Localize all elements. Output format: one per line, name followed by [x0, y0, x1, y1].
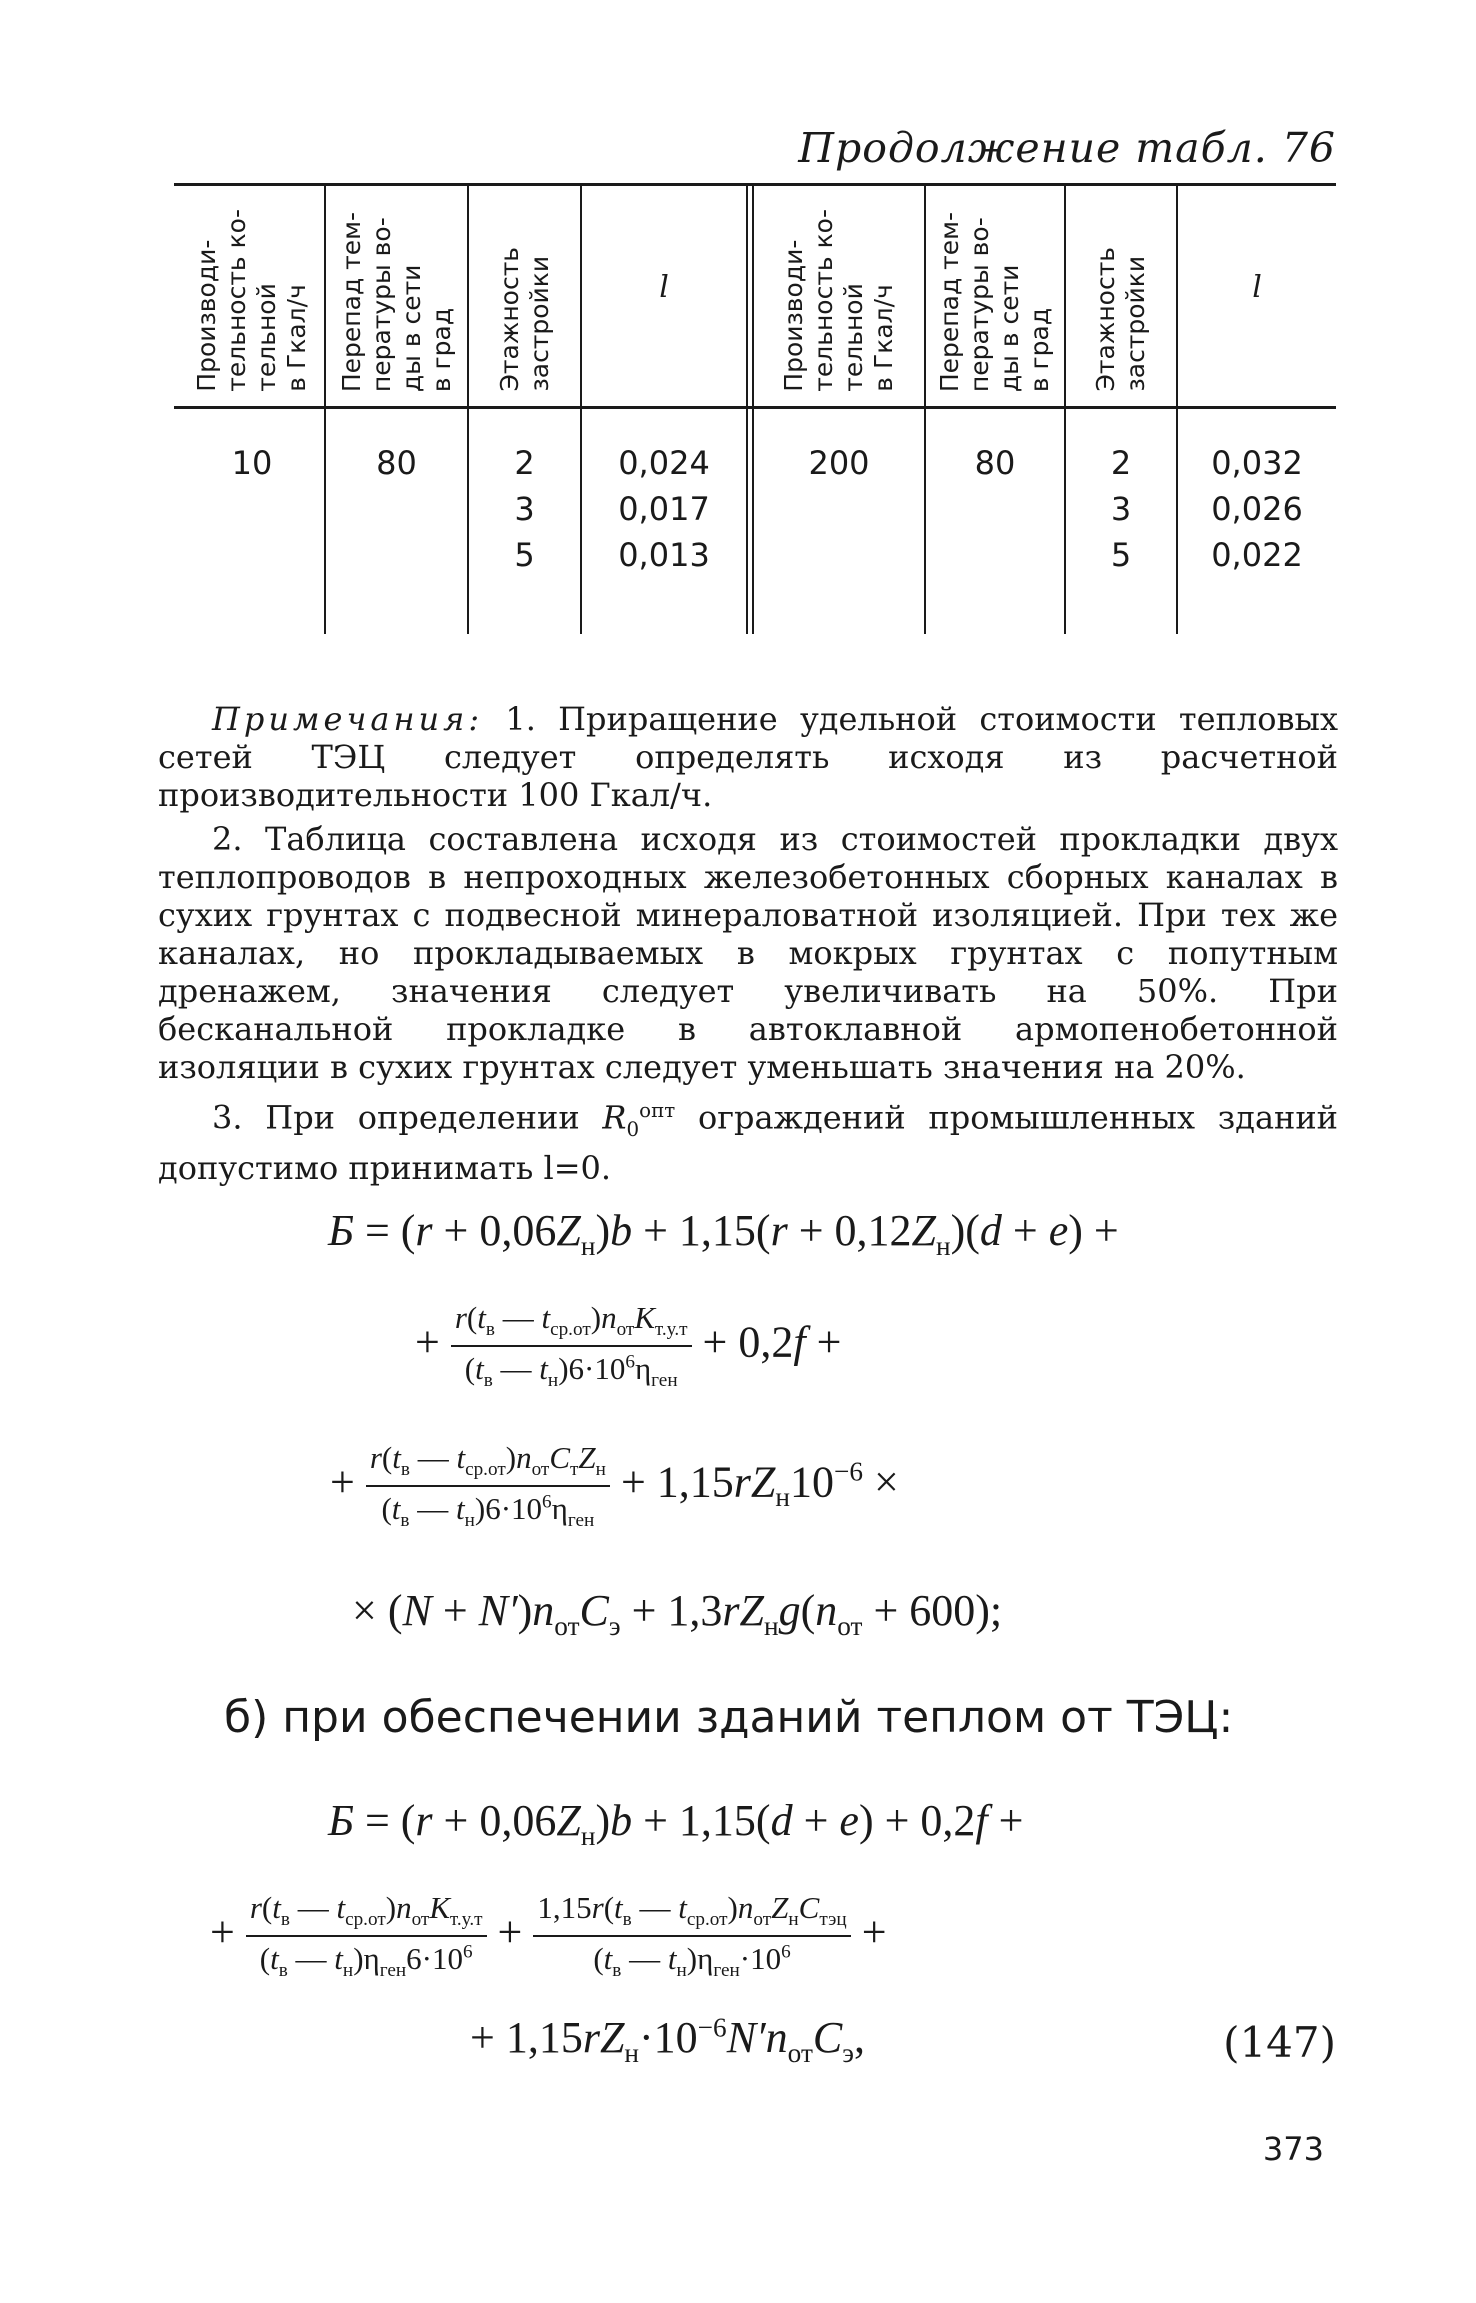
- cell-l: 0,022: [1211, 536, 1303, 574]
- header-temp-delta: Перепад тем- пературы во- ды в сети в град: [935, 211, 1054, 392]
- cell-capacity: 200: [808, 444, 870, 482]
- formula-fraction: $\frac{r(t_в — t_{ср.от})n_{от}C_тZ_н}{(t_в — t_н)6\cdot 10^6\eta_{ген}}$: [366, 1440, 610, 1532]
- formula-line-2: + $\frac{r(t_в — t_{ср.от})n_{от}К_{т.у.т}}{(t_в — t_н)6\cdot 10^6\eta_{ген}}$ + 0,2f +: [415, 1300, 842, 1392]
- cell-floors: 2: [514, 444, 535, 482]
- header-floors: Этажность застройки: [1091, 247, 1150, 392]
- notes-label: Примечания:: [212, 700, 484, 738]
- header-floors: Этажность застройки: [494, 247, 554, 392]
- cell-l: 0,024: [618, 444, 710, 482]
- formula-fraction: $\frac{r(t_в — t_{ср.от})n_{от}К_{т.у.т}}{(t_в — t_н)\eta_{ген}6\cdot 10^6}$: [246, 1890, 487, 1982]
- equation-number: (147): [1223, 2018, 1336, 2067]
- header-temp-delta: Перепад тем- пературы во- ды в сети в град: [336, 211, 456, 392]
- cell-l: 0,013: [618, 536, 710, 574]
- cell-floors: 5: [514, 536, 535, 574]
- formula-fraction: $\frac{1,15r(t_в — t_{ср.от})n_{от}Z_нC_{тэц}}{(t_в — t_н)\eta_{ген}\cdot 10^6}$: [533, 1890, 850, 1982]
- formula-line-3: + $\frac{r(t_в — t_{ср.от})n_{от}C_тZ_н}{(t_в — t_н)6\cdot 10^6\eta_{ген}}$ + $1,15rZ_н10^{-6}$ ×: [330, 1440, 899, 1532]
- formula-fraction: $\frac{r(t_в — t_{ср.от})n_{от}К_{т.у.т}}{(t_в — t_н)6\cdot 10^6\eta_{ген}}$: [451, 1300, 692, 1392]
- cell-floors: 2: [1110, 444, 1132, 482]
- formula-line-1: $Б = (r + 0,06Z_н)b + 1,15(r + 0,12Z_н)(d + e)$ +: [328, 1206, 1119, 1261]
- running-head: Продолжение табл. 76: [798, 124, 1336, 172]
- formula-line-7: + $1,15rZ_н\cdot 10^{-6}N'n_{от}C_э$,: [470, 2012, 865, 2068]
- cell-floors: 3: [514, 490, 535, 528]
- cell-l: 0,032: [1211, 444, 1303, 482]
- cell-capacity: 10: [231, 444, 273, 482]
- formula-line-5: $Б = (r + 0,06Z_н)b + 1,15(d + e) + 0,2f$ +: [328, 1796, 1024, 1851]
- table-header-rule: [174, 406, 1336, 409]
- cell-floors-list: [1066, 440, 1176, 578]
- cell-l-list: [1178, 440, 1336, 578]
- cell-floors: 5: [1110, 536, 1132, 574]
- header-l: l: [1252, 270, 1262, 305]
- section-b-label: б) при обеспечении зданий теплом от ТЭЦ:: [224, 1692, 1234, 1743]
- formula-line-4: × $(N + N')n_{от}C_э + 1,3rZ_нg(n_{от} + 600)$;: [352, 1586, 1003, 1641]
- page-number: 373: [1262, 2130, 1324, 2168]
- double-divider: [746, 186, 748, 634]
- cell-temp-delta: 80: [974, 444, 1016, 482]
- cell-floors-list: [469, 440, 580, 578]
- cell-floors: 3: [1110, 490, 1132, 528]
- header-l: l: [659, 270, 669, 305]
- note-1: Примечания: 1. Приращение удельной стоимости тепловых сетей ТЭЦ следует определять исходя из расчетной производительности 100 Гкал/ч.: [158, 700, 1339, 814]
- header-capacity: Производи- тельность ко- тельной в Гкал/ч: [779, 209, 898, 392]
- note-2: 2. Таблица составлена исходя из стоимостей прокладки двух теплопроводов в непроходных железобетонных сборных каналах в сухих грунтах с подвесной минераловатной изоляцией. При тех же каналах, но прокладываемых в мокрых грунтах с попутным дренажем, значения следует увеличивать на 50%. При бесканальной прокладке в автоклавной армопенобетонной изоляции в сухих грунтах следует уменьшать значения на 20%.: [158, 820, 1338, 1086]
- note-3: 3. При определении $R_0^{опт}$ ограждений промышленных зданий допустимо принимать l=0.: [158, 1098, 1338, 1188]
- cell-temp-delta: 80: [376, 444, 417, 482]
- cell-l: 0,017: [618, 490, 710, 528]
- formula-line-6: + $\frac{r(t_в — t_{ср.от})n_{от}К_{т.у.т}}{(t_в — t_н)\eta_{ген}6\cdot 10^6}$ + $\frac{1,15r(t_в — t_{ср.от})n_{от}Z_нC_{тэц}}{(t_в — t_н)\eta_{ген}\cdot 10^6}$ +: [210, 1890, 887, 1982]
- cell-l: 0,026: [1211, 490, 1303, 528]
- cell-l-list: [582, 440, 746, 578]
- table-notes: [158, 700, 1338, 1193]
- header-capacity: Производи- тельность ко- тельной в Гкал/ч: [192, 209, 311, 392]
